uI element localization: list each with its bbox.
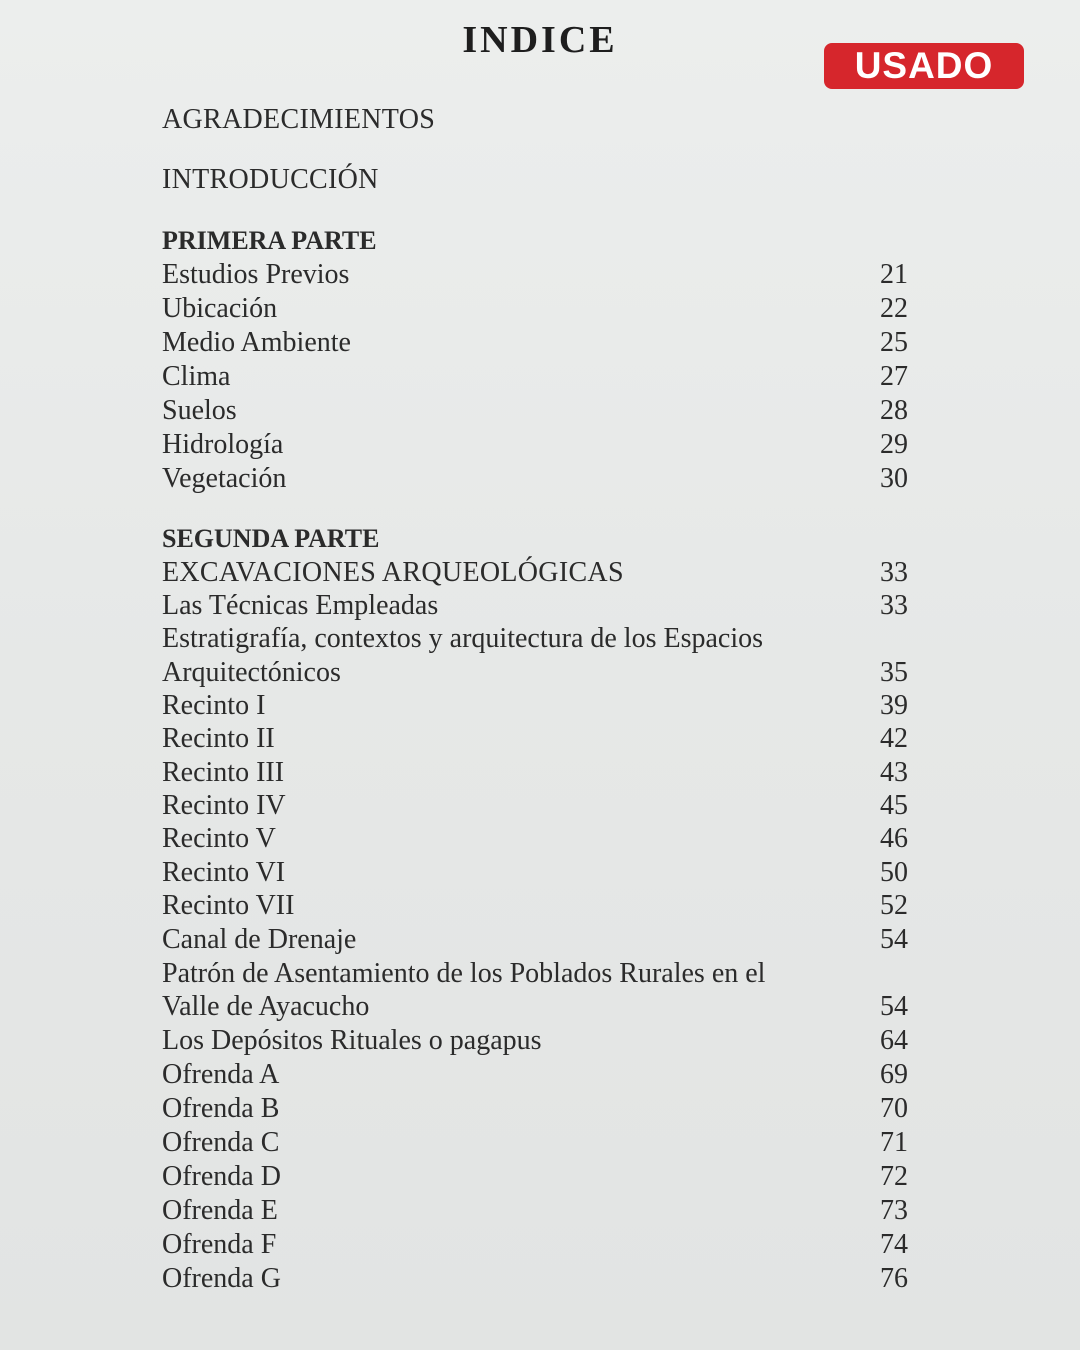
toc-entry-label: EXCAVACIONES ARQUEOLÓGICAS	[162, 557, 624, 588]
toc-page-number: 28	[880, 395, 908, 426]
toc-entry-label: Patrón de Asentamiento de los Poblados Rurales en el	[162, 958, 766, 989]
toc-entry-label: Ofrenda G	[162, 1263, 281, 1294]
used-condition-badge: USADO	[824, 43, 1024, 89]
toc-entry	[162, 1092, 908, 1126]
toc-entry-label: Canal de Drenaje	[162, 924, 357, 955]
toc-page-number: 71	[880, 1127, 908, 1158]
toc-entry-label: INTRODUCCIÓN	[162, 164, 379, 195]
toc-page-number: 43	[880, 757, 908, 788]
toc-entry-label: Ubicación	[162, 293, 278, 324]
toc-entry	[162, 1058, 908, 1092]
toc-entry-label: Recinto V	[162, 823, 276, 854]
toc-entry-label: Ofrenda A	[162, 1059, 280, 1090]
toc-page-number: 69	[880, 1059, 908, 1090]
toc-entry	[162, 622, 908, 656]
toc-entry	[162, 103, 908, 137]
toc-entry	[162, 360, 908, 394]
toc-entry	[162, 556, 908, 590]
toc-page-number: 35	[880, 657, 908, 688]
toc-entry	[162, 1160, 908, 1194]
toc-page-number: 22	[880, 293, 908, 324]
toc-page-number: 21	[880, 259, 908, 290]
toc-entry	[162, 856, 908, 890]
toc-page-number: 29	[880, 429, 908, 460]
toc-entry-label: Recinto III	[162, 757, 285, 788]
toc-entry	[162, 789, 908, 823]
toc-entry-label: Ofrenda C	[162, 1127, 280, 1158]
toc-entry-label: AGRADECIMIENTOS	[162, 104, 436, 135]
toc-page-number: 50	[880, 857, 908, 888]
toc-entry-label: Medio Ambiente	[162, 327, 351, 358]
toc-page-number: 52	[880, 890, 908, 921]
toc-entry-label: Arquitectónicos	[162, 657, 341, 688]
toc-entry	[162, 163, 908, 197]
toc-entry-label: Ofrenda D	[162, 1161, 281, 1192]
toc-entry-label: Ofrenda B	[162, 1093, 280, 1124]
toc-entry-label: Los Depósitos Rituales o pagapus	[162, 1025, 542, 1056]
toc-entry	[162, 689, 908, 723]
toc-entry	[162, 656, 908, 690]
toc-entry-label: Vegetación	[162, 463, 287, 494]
toc-entry	[162, 1228, 908, 1262]
toc-heading-label: SEGUNDA PARTE	[162, 524, 380, 553]
toc-entry-label: Estudios Previos	[162, 259, 350, 290]
toc-page-number: 74	[880, 1229, 908, 1260]
toc-entry-label: Ofrenda E	[162, 1195, 278, 1226]
toc-entry	[162, 292, 908, 326]
toc-page-number: 76	[880, 1263, 908, 1294]
toc-entry-label: Recinto I	[162, 690, 266, 721]
toc-page-number: 30	[880, 463, 908, 494]
toc-entry	[162, 923, 908, 957]
toc-page-number: 46	[880, 823, 908, 854]
toc-entry-label: Recinto VII	[162, 890, 295, 921]
toc-section-heading	[162, 224, 908, 258]
toc-entry	[162, 258, 908, 292]
toc-page-number: 54	[880, 924, 908, 955]
toc-entry-label: Estratigrafía, contextos y arquitectura de los Espacios	[162, 623, 764, 654]
toc-entry	[162, 1194, 908, 1228]
toc-page-number: 39	[880, 690, 908, 721]
toc-entry	[162, 957, 908, 991]
toc-entry	[162, 722, 908, 756]
toc-entry-label: Recinto IV	[162, 790, 286, 821]
toc-entry	[162, 589, 908, 623]
toc-entry	[162, 428, 908, 462]
toc-page-number: 42	[880, 723, 908, 754]
toc-page-number: 72	[880, 1161, 908, 1192]
toc-entry	[162, 1262, 908, 1296]
toc-entry-label: Las Técnicas Empleadas	[162, 590, 439, 621]
toc-entry-label: Recinto II	[162, 723, 275, 754]
toc-entry-label: Ofrenda F	[162, 1229, 277, 1260]
toc-heading-label: PRIMERA PARTE	[162, 226, 377, 255]
toc-entry	[162, 394, 908, 428]
toc-section-heading	[162, 522, 908, 556]
toc-entry-label: Hidrología	[162, 429, 284, 460]
toc-page-number: 54	[880, 991, 908, 1022]
toc-page-number: 70	[880, 1093, 908, 1124]
toc-page-number: 73	[880, 1195, 908, 1226]
toc-entry-label: Suelos	[162, 395, 237, 426]
toc-page-number: 64	[880, 1025, 908, 1056]
toc-entry	[162, 756, 908, 790]
toc-entry	[162, 462, 908, 496]
toc-entry	[162, 822, 908, 856]
toc-page-number: 33	[880, 590, 908, 621]
toc-entry	[162, 326, 908, 360]
toc-page-number: 45	[880, 790, 908, 821]
toc-entry	[162, 889, 908, 923]
toc-page-number: 27	[880, 361, 908, 392]
toc-entry	[162, 1126, 908, 1160]
toc-page-number: 25	[880, 327, 908, 358]
toc-entry-label: Clima	[162, 361, 231, 392]
toc-entry	[162, 1024, 908, 1058]
toc-entry	[162, 990, 908, 1024]
toc-entry-label: Recinto VI	[162, 857, 286, 888]
toc-entry-label: Valle de Ayacucho	[162, 991, 370, 1022]
page-title: INDICE	[462, 19, 618, 61]
toc-page-number: 33	[880, 557, 908, 588]
